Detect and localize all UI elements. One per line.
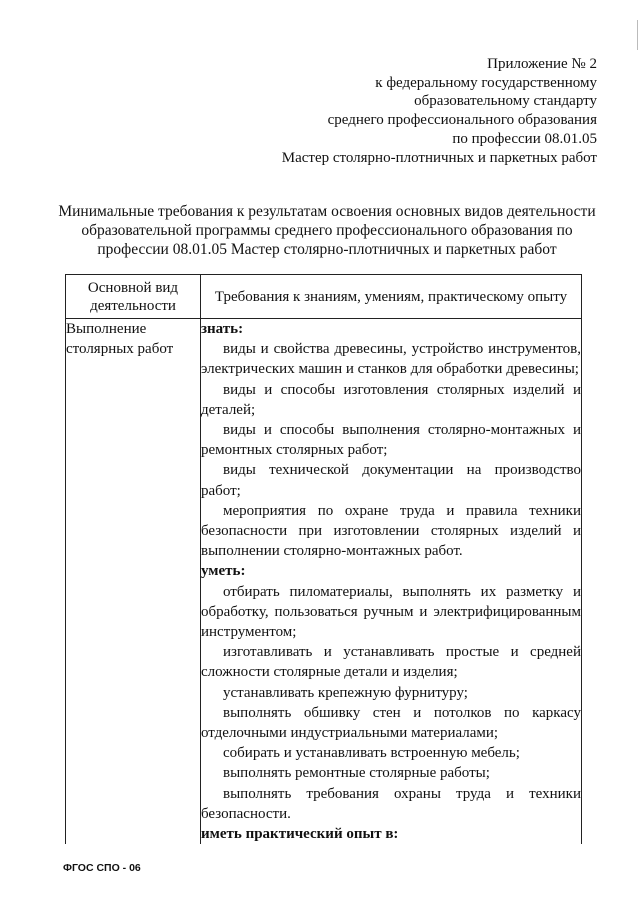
can-item: устанавливать крепежную фурнитуру; (223, 684, 468, 701)
know-item: виды и способы выполнения столярно-монтажных и ремонтных столярных работ; (201, 422, 581, 459)
table-row (66, 319, 582, 845)
can-item: выполнять обшивку стен и потолков по каркасу отделочными индустриальными материалами; (201, 704, 581, 742)
experience-label: иметь практический опыт в: (201, 826, 399, 843)
page-footer: ФГОС СПО - 06 (63, 862, 141, 874)
can-item: изготавливать и устанавливать простые и средней сложности столярные детали и изделия; (201, 644, 581, 681)
appendix-line: к федеральному государственному (375, 74, 597, 91)
appendix-line: Приложение № 2 (487, 56, 597, 72)
title-line: образовательной программы среднего профессионального образования по (81, 221, 573, 239)
appendix-header (282, 55, 597, 167)
appendix-line: образовательному стандарту (414, 93, 597, 110)
know-item: виды и свойства древесины, устройство инструментов, электрических машин и станков для обработки древесины; (201, 341, 581, 378)
can-item: отбирать пиломатериалы, выполнять их разметку и обработку, пользоваться ручным и электрифицированным инструментом; (201, 583, 581, 641)
know-item: виды и способы изготовления столярных изделий и деталей; (201, 381, 581, 418)
can-item: выполнять требования охраны труда и техники безопасности. (201, 785, 581, 822)
can-item: выполнять ремонтные столярные работы; (223, 765, 490, 782)
table-header-row (66, 275, 582, 319)
activity-cell: Выполнение столярных работ (66, 319, 201, 845)
requirements-cell (201, 319, 582, 845)
header-requirements: Требования к знаниям, умениям, практическому опыту (201, 275, 582, 319)
header-activity: Основной вид деятельности (66, 275, 201, 319)
can-label: уметь: (201, 563, 246, 580)
appendix-line: по профессии 08.01.05 (452, 130, 597, 147)
appendix-line: Мастер столярно-плотничных и паркетных работ (281, 149, 597, 166)
know-item: виды технической документации на производство работ; (201, 462, 581, 499)
know-label: знать: (201, 321, 244, 337)
title-line: Минимальные требования к результатам освоения основных видов деятельности (58, 203, 596, 220)
know-item: мероприятия по охране труда и правила техники безопасности при изготовлении столярных изделий и выполнении столярно-монтажных работ. (201, 502, 581, 560)
document-title (40, 203, 614, 259)
scan-edge-mark (637, 20, 638, 50)
requirements-table (65, 274, 582, 844)
appendix-line: среднего профессионального образования (327, 112, 597, 129)
can-item: собирать и устанавливать встроенную мебель; (223, 745, 520, 762)
title-line: профессии 08.01.05 Мастер столярно-плотничных и паркетных работ (97, 240, 557, 258)
